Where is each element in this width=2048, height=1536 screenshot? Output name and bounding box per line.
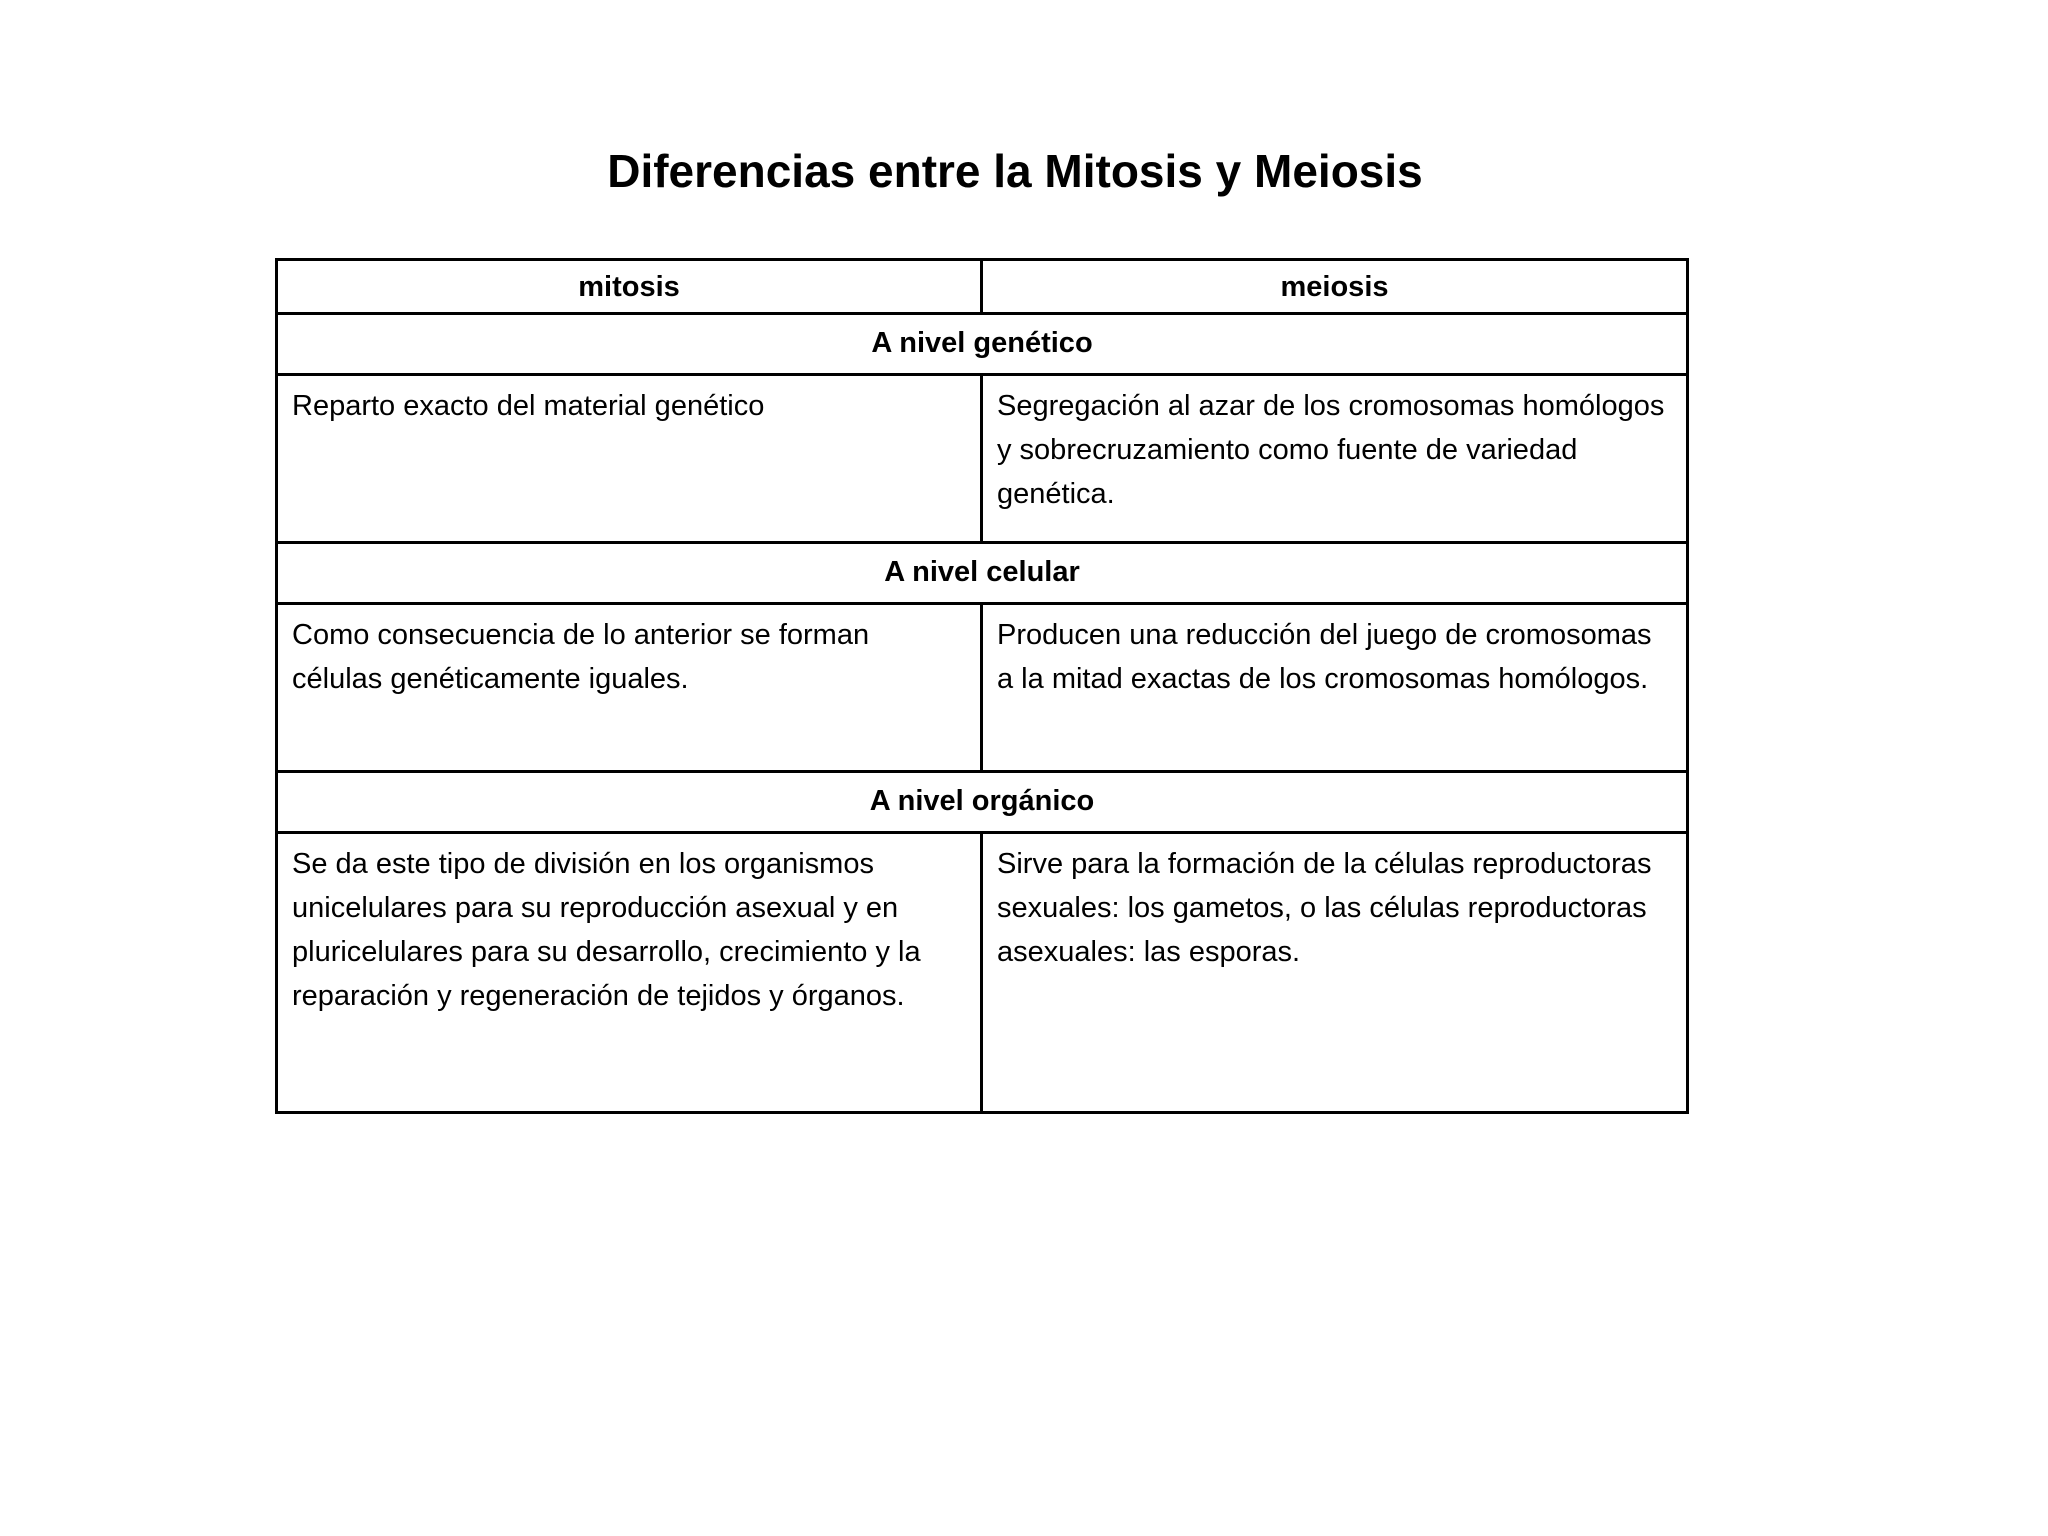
table-row bbox=[277, 604, 1688, 772]
table-row bbox=[277, 375, 1688, 543]
cell-meiosis-organic: Sirve para la formación de la células reproductoras sexuales: los gametos, o las células reproductoras asexuales: las esporas. bbox=[982, 833, 1688, 1113]
section-heading-genetic: A nivel genético bbox=[277, 314, 1688, 375]
column-header-meiosis: meiosis bbox=[982, 260, 1688, 314]
cell-meiosis-genetic: Segregación al azar de los cromosomas homólogos y sobrecruzamiento como fuente de variedad genética. bbox=[982, 375, 1688, 543]
cell-meiosis-cellular: Producen una reducción del juego de cromosomas a la mitad exactas de los cromosomas homólogos. bbox=[982, 604, 1688, 772]
section-heading-organic: A nivel orgánico bbox=[277, 772, 1688, 833]
section-row-organic bbox=[277, 772, 1688, 833]
cell-mitosis-organic: Se da este tipo de división en los organismos unicelulares para su reproducción asexual y en pluricelulares para su desarrollo, crecimiento y la reparación y regeneración de tejidos y órganos. bbox=[277, 833, 982, 1113]
section-row-genetic bbox=[277, 314, 1688, 375]
header-row bbox=[277, 260, 1688, 314]
section-row-cellular bbox=[277, 543, 1688, 604]
table-row bbox=[277, 833, 1688, 1113]
column-header-mitosis: mitosis bbox=[277, 260, 982, 314]
comparison-table bbox=[275, 258, 1689, 1114]
cell-mitosis-genetic: Reparto exacto del material genético bbox=[277, 375, 982, 543]
cell-mitosis-cellular: Como consecuencia de lo anterior se forman células genéticamente iguales. bbox=[277, 604, 982, 772]
page-title: Diferencias entre la Mitosis y Meiosis bbox=[607, 144, 1423, 197]
section-heading-cellular: A nivel celular bbox=[277, 543, 1688, 604]
